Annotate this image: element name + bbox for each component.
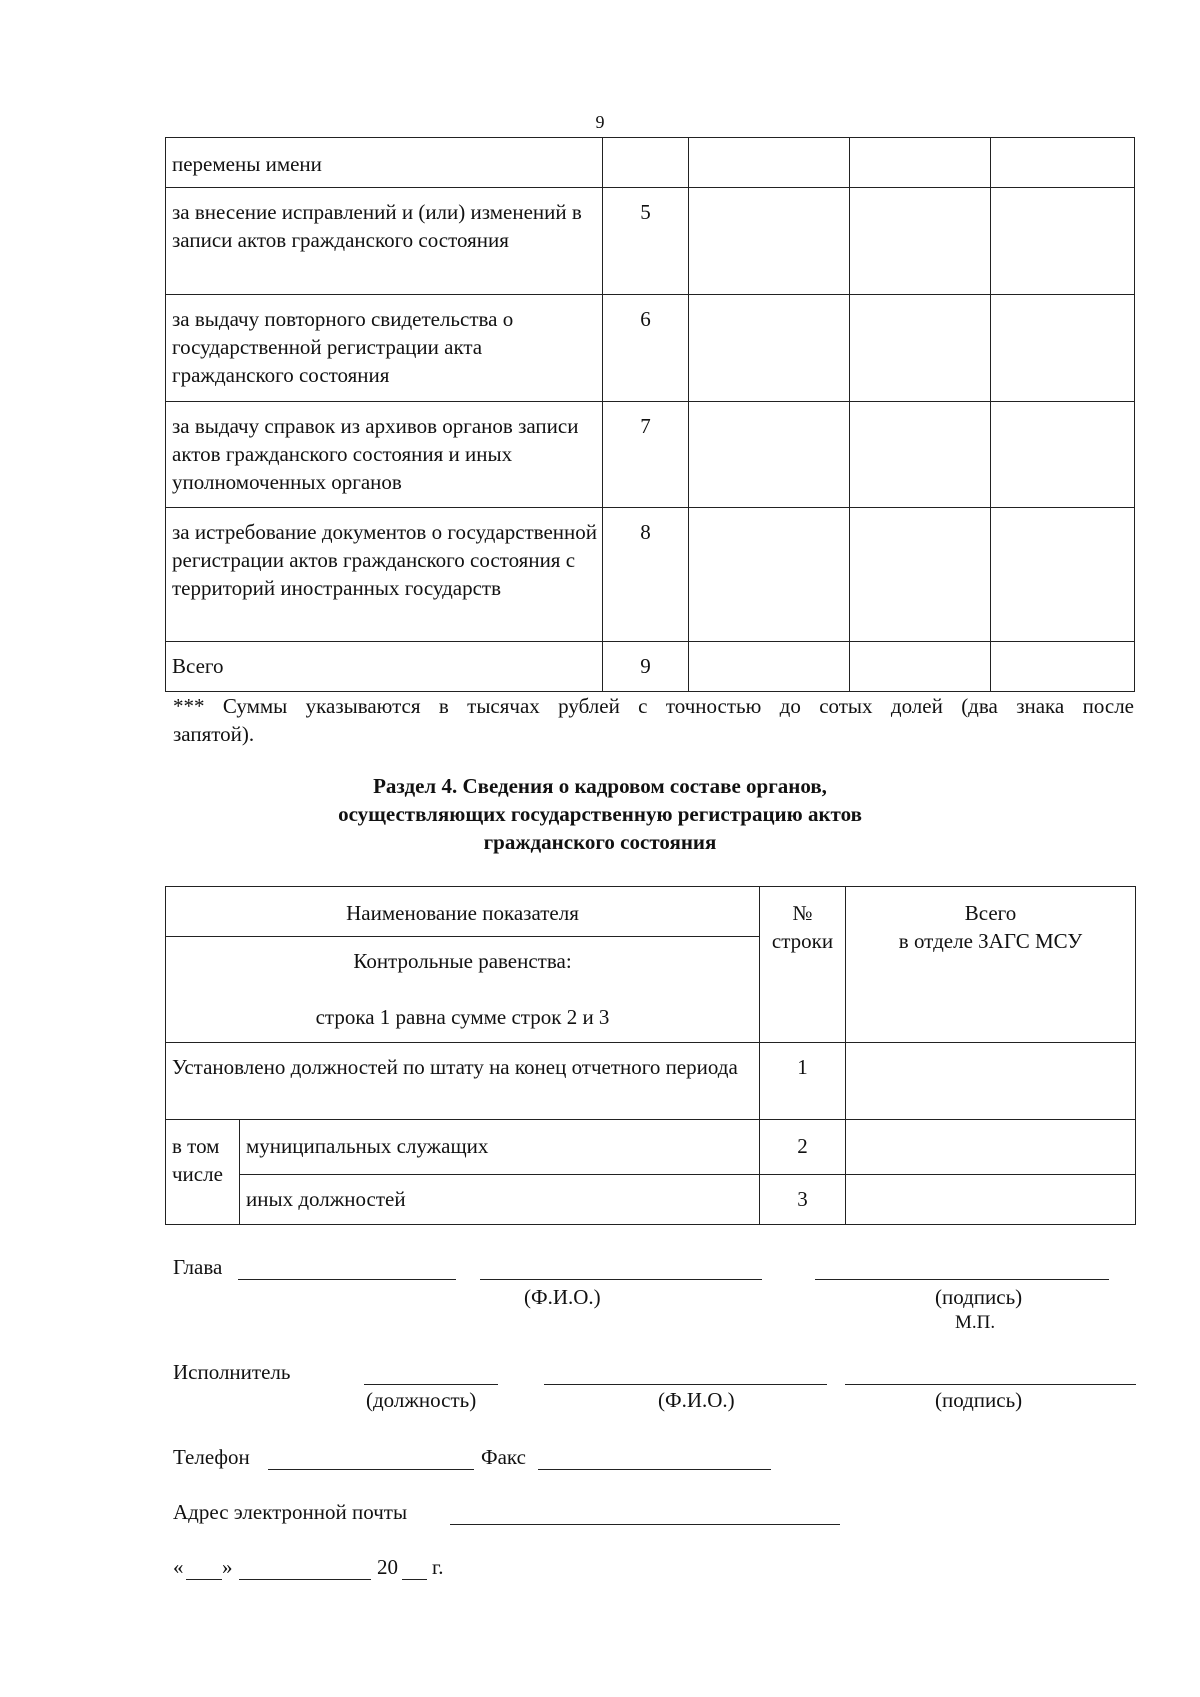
value-cell[interactable] xyxy=(850,188,991,295)
row-number-header-line2: строки xyxy=(771,929,834,953)
total-header xyxy=(846,887,1136,1043)
date-year-field[interactable] xyxy=(402,1579,427,1580)
control-equalities xyxy=(166,937,760,1043)
total-header-line1: Всего xyxy=(964,901,1017,925)
value-cell[interactable] xyxy=(846,1120,1136,1175)
table-row xyxy=(166,508,1135,642)
executor-signature-caption: (подпись) xyxy=(935,1388,1023,1412)
value-cell[interactable] xyxy=(991,295,1135,402)
fax-field[interactable] xyxy=(538,1469,771,1470)
control-equalities-rule: строка 1 равна сумме строк 2 и 3 xyxy=(315,1005,610,1029)
executor-position-line[interactable] xyxy=(364,1384,498,1385)
head-fio-caption: (Ф.И.О.) xyxy=(524,1285,601,1309)
value-cell[interactable] xyxy=(850,295,991,402)
phone-field[interactable] xyxy=(268,1469,474,1470)
row-number: 1 xyxy=(760,1043,846,1120)
row-number-header xyxy=(760,887,846,1043)
row-label: муниципальных служащих xyxy=(240,1120,760,1175)
value-cell[interactable] xyxy=(689,138,850,188)
fax-label: Факс xyxy=(481,1445,526,1469)
table-row xyxy=(166,402,1135,508)
row-label: иных должностей xyxy=(240,1175,760,1225)
value-cell[interactable] xyxy=(991,402,1135,508)
date-month-field[interactable] xyxy=(239,1579,371,1580)
date-close-quote: » xyxy=(222,1555,233,1579)
including-label: в том числе xyxy=(166,1120,240,1225)
email-field[interactable] xyxy=(450,1524,840,1525)
phone-label: Телефон xyxy=(173,1445,250,1469)
table-row xyxy=(166,1043,1136,1120)
value-cell[interactable] xyxy=(991,508,1135,642)
total-header-line2: в отделе ЗАГС МСУ xyxy=(898,929,1083,953)
executor-position-caption: (должность) xyxy=(366,1388,477,1412)
table-row xyxy=(166,295,1135,402)
row-label: за внесение исправлений и (или) изменений в записи актов гражданского состояния xyxy=(166,188,603,295)
value-cell[interactable] xyxy=(991,642,1135,692)
value-cell[interactable] xyxy=(689,508,850,642)
table-row xyxy=(166,1175,1136,1225)
email-label: Адрес электронной почты xyxy=(173,1500,408,1524)
value-cell[interactable] xyxy=(689,642,850,692)
value-cell[interactable] xyxy=(850,508,991,642)
row-number xyxy=(603,138,689,188)
page-number: 9 xyxy=(595,112,605,132)
row-label: за истребование документов о государственной регистрации актов гражданского состояния с территорий иностранных государств xyxy=(166,508,603,642)
date-open-quote: « xyxy=(173,1555,184,1579)
footnote: *** Суммы указываются в тысячах рублей с точностью до сотых долей (два знака после xyxy=(173,694,1134,718)
value-cell[interactable] xyxy=(850,642,991,692)
indicator-header: Наименование показателя xyxy=(166,887,760,937)
executor-fio-caption: (Ф.И.О.) xyxy=(658,1388,735,1412)
row-label: за выдачу справок из архивов органов записи актов гражданского состояния и иных уполномоченных органов xyxy=(166,402,603,508)
executor-fio-line[interactable] xyxy=(544,1384,827,1385)
value-cell[interactable] xyxy=(846,1043,1136,1120)
staff-table xyxy=(165,886,1136,1225)
section-title-line: гражданского состояния xyxy=(483,830,717,854)
row-label: за выдачу повторного свидетельства о государственной регистрации акта гражданского состояния xyxy=(166,295,603,402)
year-prefix: 20 xyxy=(377,1555,398,1579)
row-label: Установлено должностей по штату на конец отчетного периода xyxy=(166,1043,760,1120)
table-row xyxy=(166,642,1135,692)
table-row xyxy=(166,188,1135,295)
year-suffix: г. xyxy=(432,1555,444,1579)
value-cell[interactable] xyxy=(991,138,1135,188)
footnote-continued: запятой). xyxy=(173,722,255,746)
row-number: 3 xyxy=(760,1175,846,1225)
value-cell[interactable] xyxy=(846,1175,1136,1225)
row-number-header-line1: № xyxy=(792,901,813,925)
stamp-label: М.П. xyxy=(955,1312,996,1333)
row-label: Всего xyxy=(166,642,603,692)
value-cell[interactable] xyxy=(850,402,991,508)
head-position-line[interactable] xyxy=(238,1279,456,1280)
row-number: 2 xyxy=(760,1120,846,1175)
row-number: 6 xyxy=(603,295,689,402)
value-cell[interactable] xyxy=(689,402,850,508)
value-cell[interactable] xyxy=(689,188,850,295)
date-day-field[interactable] xyxy=(186,1579,222,1580)
row-number: 8 xyxy=(603,508,689,642)
table-row xyxy=(166,138,1135,188)
head-signature-caption: (подпись) xyxy=(935,1285,1023,1309)
value-cell[interactable] xyxy=(850,138,991,188)
row-label: перемены имени xyxy=(166,138,603,188)
head-fio-line[interactable] xyxy=(480,1279,762,1280)
value-cell[interactable] xyxy=(689,295,850,402)
head-label: Глава xyxy=(173,1255,223,1279)
table-row xyxy=(166,1120,1136,1175)
head-signature-line[interactable] xyxy=(815,1279,1109,1280)
section-title xyxy=(0,772,1200,856)
executor-label: Исполнитель xyxy=(173,1360,291,1384)
row-number: 9 xyxy=(603,642,689,692)
section-title-line: Раздел 4. Сведения о кадровом составе органов, xyxy=(373,774,827,798)
value-cell[interactable] xyxy=(991,188,1135,295)
executor-signature-line[interactable] xyxy=(845,1384,1136,1385)
section-title-line: осуществляющих государственную регистрацию актов xyxy=(338,802,862,826)
row-number: 7 xyxy=(603,402,689,508)
control-equalities-label: Контрольные равенства: xyxy=(353,949,572,973)
row-number: 5 xyxy=(603,188,689,295)
fees-table xyxy=(165,137,1135,692)
table-header-row xyxy=(166,887,1136,937)
